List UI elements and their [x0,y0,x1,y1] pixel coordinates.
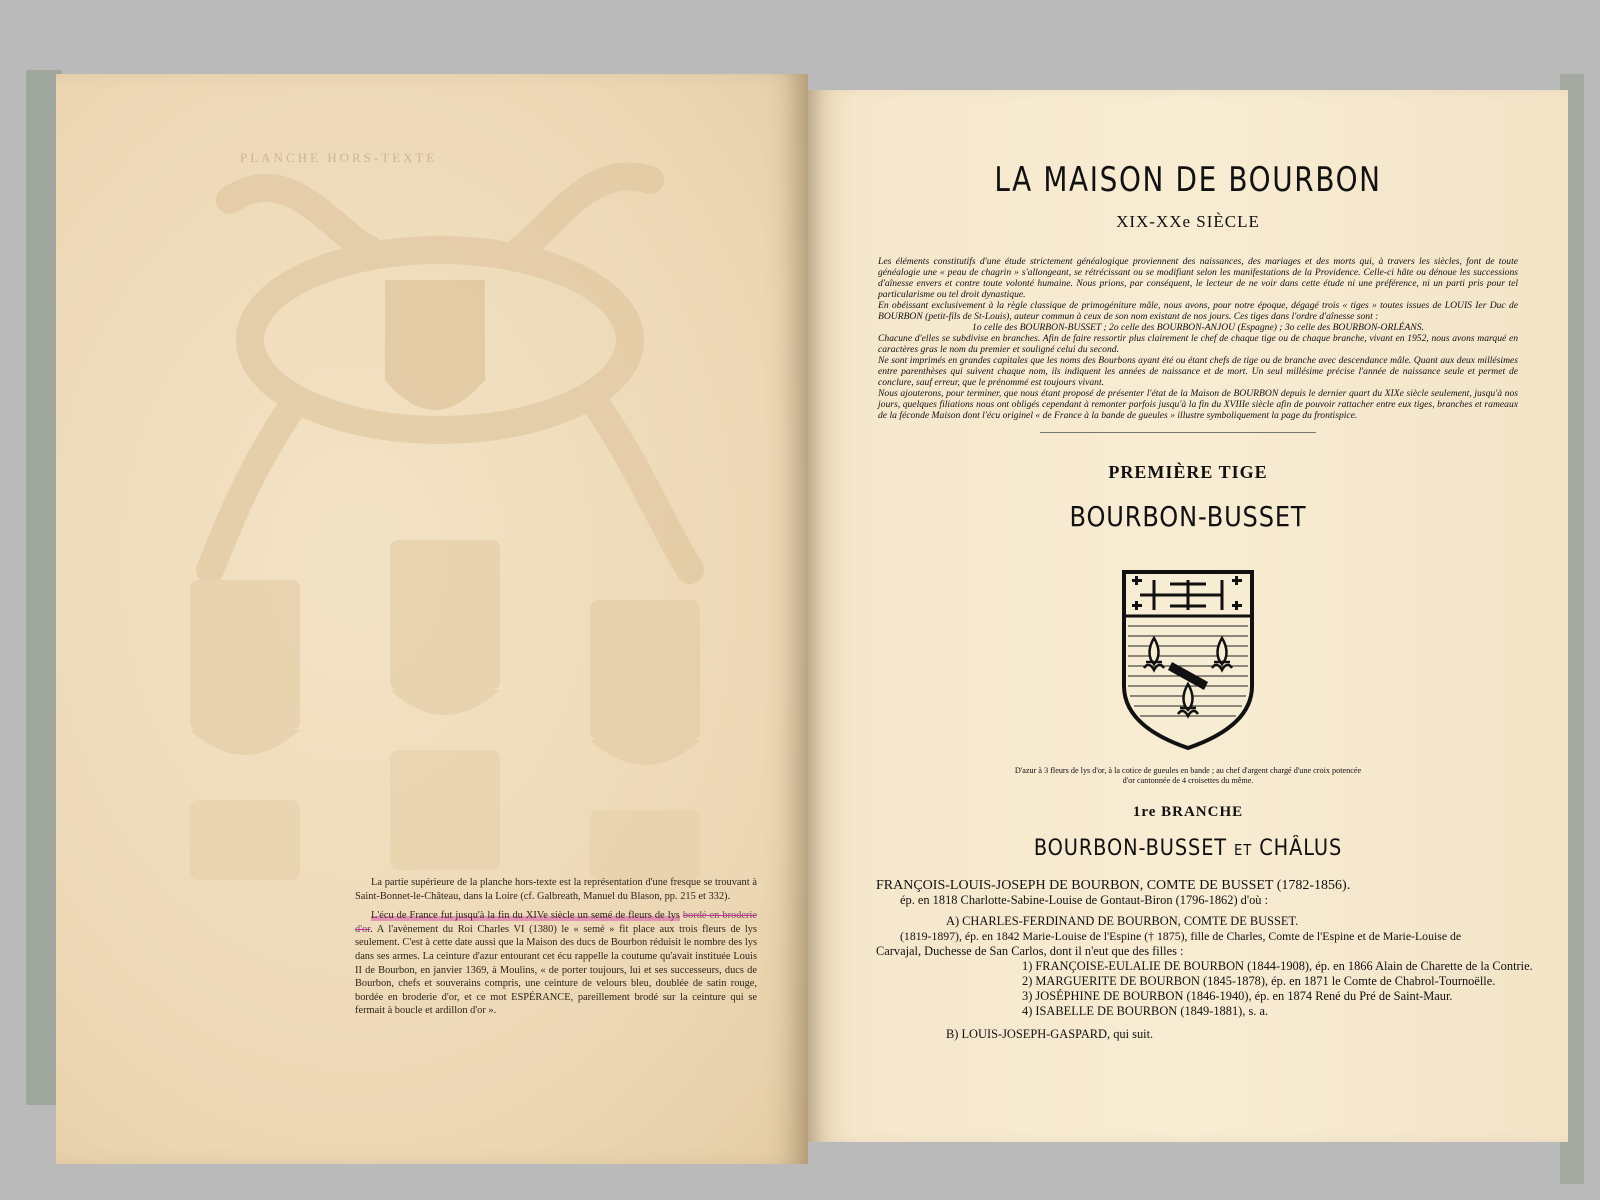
genealogy-entry: ép. en 1818 Charlotte-Sabine-Louise de Gontaut-Biron (1796-1862) d'où : [900,893,1269,907]
genealogy-entry: Carvajal, Duchesse de San Carlos, dont il n'eut que des filles : [876,944,1184,958]
branche-name-part: BOURBON-BUSSET [1033,836,1228,861]
genealogy-entry: A) CHARLES-FERDINAND DE BOURBON, COMTE DE BUSSET. [946,914,1299,928]
branche-name-conjunction: ET [1234,841,1253,859]
genealogy-list [876,878,1533,1042]
tige-name: BOURBON-BUSSET [1069,500,1307,533]
genealogy-entry: 3) JOSÉPHINE DE BOURBON (1846-1940), ép. en 1874 René du Pré de Saint-Maur. [1022,989,1453,1003]
genealogy-entry: (1819-1897), ép. en 1842 Marie-Louise de l'Espine († 1875), fille de Charles, Comte de l'Espine et de Marie-Louise de [900,929,1462,943]
genealogy-entry: 1) FRANÇOISE-EULALIE DE BOURBON (1844-1908), ép. en 1866 Alain de Charette de la Contrie. [1022,959,1533,973]
intro-paragraph: Les éléments constitutifs d'une étude strictement généalogique proviennent des naissances, des mariages et des morts qui, à travers les siècles, font de toute généalogie une « peau de chagrin » s'allongeant, se rétrécissant ou se modifiant selon les manifestations de la Providence. Celle-ci hâte ou dénoue les successions d'aînesse envers et contre toute volonté humaine. Nous prions, par conséquent, le lecteur de ne voir dans cette étude ni une préférence, ni un parti pris pour tel particularisme ou tel droit dynastique. [878,256,1518,300]
coat-of-arms-shield [1118,566,1258,752]
intro-paragraph: 1o celle des BOURBON-BUSSET ; 2o celle des BOURBON-ANJOU (Espagne) ; 3o celle des BOURBON-ORLÉANS. [972,322,1424,333]
introduction [878,256,1518,421]
page-title: LA MAISON DE BOURBON [994,160,1382,200]
branche-name-part: CHÂLUS [1259,836,1343,861]
branche-heading: 1re BRANCHE [1132,804,1244,820]
struck-out-text: bordé en broderie d'or [355,910,757,935]
intro-paragraph: Chacune d'elles se subdivise en branches. Afin de faire ressortir plus clairement le chef de chaque tige ou de chaque branche, vivant en 1952, nous avons marqué en caractères gras le nom du premier et souligné celui du second. [878,333,1518,355]
intro-paragraph: En obéissant exclusivement à la règle classique de primogéniture mâle, nous avons, pour notre époque, dégagé trois « tiges » toutes issues de LOUIS Ier Duc de BOURBON (petit-fils de St-Louis), auteur commun à ceux de son nom existant de nos jours. Ces tiges dans l'ordre d'aînesse sont : [878,300,1518,322]
page-subtitle: XIX-XXe SIÈCLE [1116,212,1260,231]
genealogy-entry: 2) MARGUERITE DE BOURBON (1845-1878), ép. en 1871 le Comte de Chabrol-Tournoëlle. [1022,974,1496,988]
plate-description-para-1: La partie supérieure de la planche hors-texte est la représentation d'une fresque se trouvant à Saint-Bonnet-le-Château, dans la Loire (cf. Galbreath, Manuel du Blason, pp. 215 et 332). [355,877,757,902]
tige-heading: PREMIÈRE TIGE [1108,462,1268,482]
blazon-caption: D'azur à 3 fleurs de lys d'or, à la cotice de gueules en bande ; au chef d'argent chargé d'une croix potencée d'or cantonnée de 4 croisettes du même. [1014,766,1362,785]
branche-name [854,836,1523,861]
highlighted-text: L'écu de France fut jusqu'à la fin du XIVe siècle un semé de fleurs de lys [371,910,680,922]
ghost-heading: PLANCHE HORS-TEXTE [240,150,438,165]
plate-description-para-2 [355,909,757,1018]
genealogy-entry: 4) ISABELLE DE BOURBON (1849-1881), s. a. [1022,1004,1269,1018]
intro-paragraph: Nous ajouterons, pour terminer, que nous étant proposé de présenter l'état de la Maison de BOURBON depuis le dernier quart du XIXe siècle seulement, jusqu'à nos jours, quelques filiations nous ont obligés cependant à remonter parfois jusqu'à la fin du XVIIIe siècle afin de pouvoir rattacher entre eux tiges, branches et rameaux de la féconde Maison dont l'écu originel « de France à la bande de gueules » illustre symboliquement la page du frontispice. [878,388,1518,421]
genealogy-entry: B) LOUIS-JOSEPH-GASPARD, qui suit. [946,1027,1154,1041]
intro-paragraph: Ne sont imprimés en grandes capitales que les noms des Bourbons ayant été ou étant chefs de tige ou de branche avec descendance mâle. Quant aux deux millésimes entre parenthèses qui suivent chaque nom, ils indiquent les années de naissance et de mort. Un seul millésime précise l'année de naissance seule et permet de conclure, sauf erreur, que le prénommé est toujours vivant. [878,355,1518,388]
genealogy-entry: FRANÇOIS-LOUIS-JOSEPH DE BOURBON, COMTE DE BUSSET (1782-1856). [876,878,1351,893]
plate-show-through-illustration [170,140,730,880]
plate-description-para-2-rest: . A l'avènement du Roi Charles VI (1380) le « semé » fit place aux trois fleurs de lys seulement. C'est à cette date aussi que la Maison des ducs de Bourbon réduisit le nombre des lys dans ses armes. La ceinture d'azur entourant cet écu rappelle la coutume qu'avait instituée Louis II de Bourbon, en janvier 1369, à Moulins, « de porter toujours, lui et ses successeurs, ducs de Bourbon, chefs et souverains compris, une ceinture de velours bleu, doublée de satin rouge, bordée en broderie d'or, et ce mot ESPÉRANCE, pareillement brodé sur la ceinture qui se fermait à boucle et ardillon d'or ». [355,923,757,1017]
plate-description [355,876,757,1024]
divider [1040,432,1316,433]
